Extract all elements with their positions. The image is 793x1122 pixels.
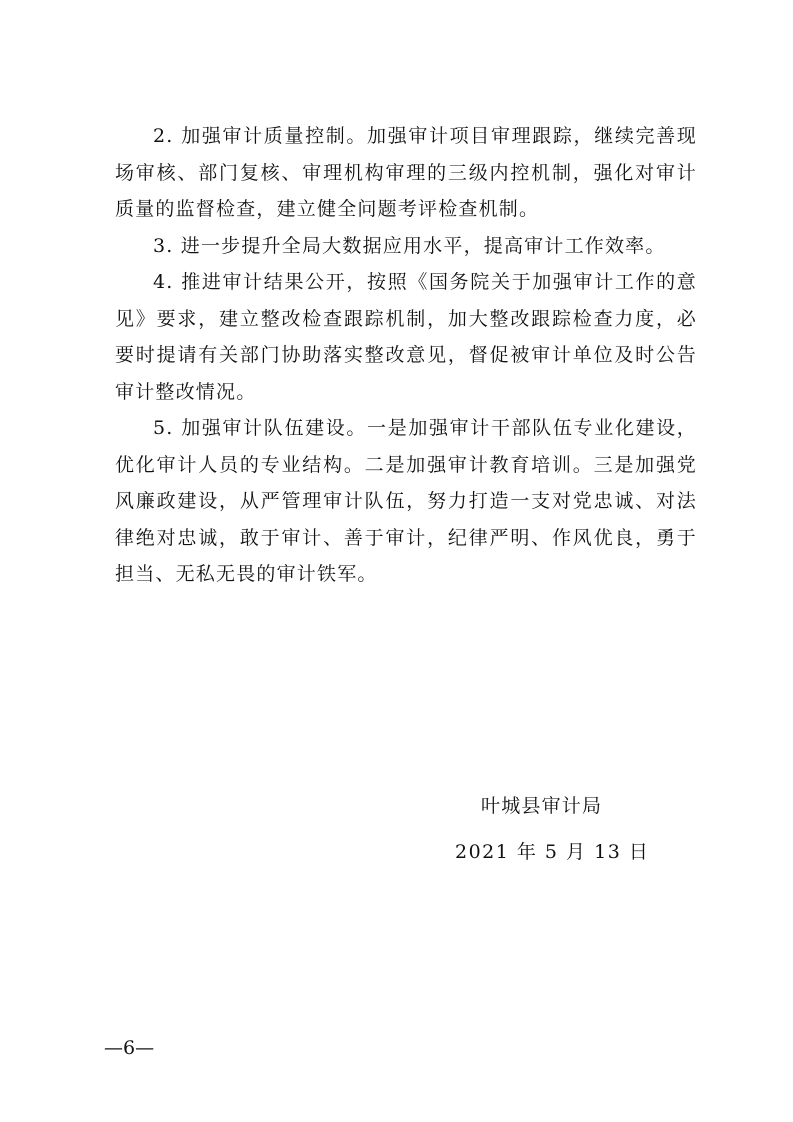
paragraph-audit-quality-control: 2. 加强审计质量控制。加强审计项目审理跟踪，继续完善现场审核、部门复核、审理机构审理的三级内控机制，强化对审计质量的监督检查，建立健全问题考评检查机制。	[115, 125, 697, 220]
signature-organization: 叶城县审计局	[481, 795, 603, 817]
page-number: —6—	[104, 1037, 155, 1059]
paragraph-audit-results-disclosure: 4. 推进审计结果公开，按照《国务院关于加强审计工作的意见》要求，建立整改检查跟踪机制，加大整改跟踪检查力度，必要时提请有关部门协助落实整改意见，督促被审计单位及时公告审计整改情况。	[115, 271, 697, 403]
paragraph-audit-team-building: 5. 加强审计队伍建设。一是加强审计干部队伍专业化建设，优化审计人员的专业结构。二是加强审计教育培训。三是加强党风廉政建设，从严管理审计队伍，努力打造一支对党忠诚、对法律绝对忠诚，敢于审计、善于审计，纪律严明、作风优良，勇于担当、无私无畏的审计铁军。	[115, 417, 697, 585]
signature-date: 2021 年 5 月 13 日	[455, 841, 650, 863]
paragraph-big-data-application: 3. 进一步提升全局大数据应用水平，提高审计工作效率。	[153, 234, 666, 257]
document-body	[115, 118, 697, 593]
